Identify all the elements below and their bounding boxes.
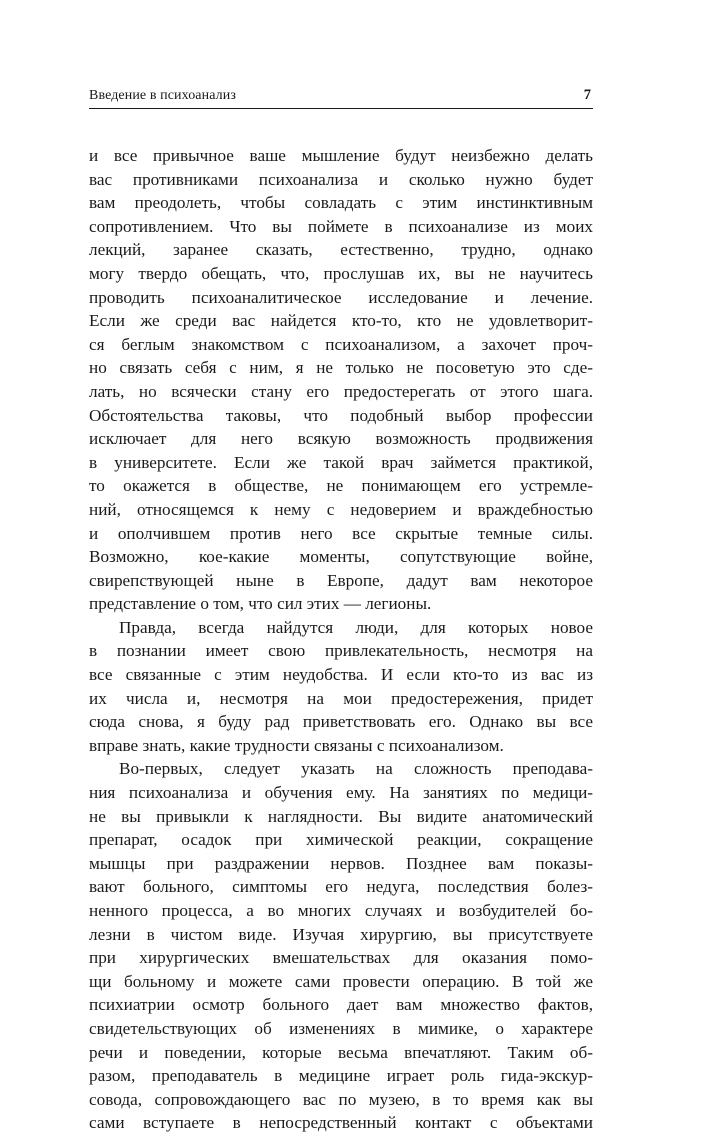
text-line: разом, преподаватель в медицине играет роль гида-экскур- [89, 1066, 593, 1086]
text-line: не вы привыкли к наглядности. Вы видите анатомический [89, 806, 593, 826]
text-line: представление о том, что сил этих — легионы. [89, 594, 432, 614]
text-line: лать, но всячески стану его предостерегать от этого шага. [89, 381, 593, 401]
text-line: сопротивлением. Что вы поймете в психоанализе из моих [89, 216, 593, 236]
text-line: речи и поведении, которые весьма впечатляют. Таким об- [89, 1042, 593, 1062]
text-line: ния психоанализа и обучения ему. На занятиях по медици- [89, 783, 593, 803]
paragraph [89, 616, 593, 758]
text-line: ний, относящемся к нему с недоверием и враждебностью [89, 499, 593, 519]
paragraph [89, 144, 593, 616]
text-line: психиатрии осмотр больного дает вам множество фактов, [89, 995, 593, 1015]
text-line: исключает для него всякую возможность продвижения [89, 429, 593, 449]
text-line: проводить психоаналитическое исследование и лечение. [89, 287, 593, 307]
text-line: вают больного, симптомы его недуга, последствия болез- [89, 877, 593, 897]
text-line: сами вступаете в непосредственный контакт с объектами [89, 1113, 593, 1133]
text-line: свидетельствующих об изменениях в мимике, о характере [89, 1018, 593, 1038]
text-line: и ополчившем против него все скрытые темные силы. [89, 523, 593, 543]
text-line: их числа и, несмотря на мои предостережения, придет [89, 688, 593, 708]
text-line: все связанные с этим неудобства. И если кто-то из вас из [89, 665, 593, 685]
text-line: но связать себя с ним, я не только не посоветую это сде- [89, 358, 593, 378]
paragraph [89, 757, 593, 1135]
text-line: ненного процесса, а во многих случаях и возбудителей бо- [89, 901, 593, 920]
text-line: щи больному и можете сами провести операцию. В той же [89, 971, 593, 991]
text-line: в университете. Если же такой врач займется практикой, [89, 452, 593, 472]
running-title: Введение в психоанализ [89, 88, 236, 103]
text-line: мышцы при раздражении нервов. Позднее вам показы- [89, 853, 593, 873]
text-line: Во-первых, следует указать на сложность преподава- [119, 759, 593, 779]
text-line: вправе знать, какие трудности связаны с психоанализом. [89, 735, 504, 755]
text-line: сюда снова, я буду рад приветствовать его. Однако вы все [89, 712, 593, 732]
text-line: совода, сопровождающего вас по музею, в то время как вы [89, 1089, 593, 1109]
text-line: Возможно, кое-какие моменты, сопутствующие войне, [89, 547, 593, 567]
text-line: ся беглым знакомством с психоанализом, а захочет проч- [89, 334, 593, 354]
text-line: свирепствующей ныне в Европе, дадут вам некоторое [89, 570, 593, 590]
text-line: в познании имеет свою привлекательность, несмотря на [89, 641, 593, 661]
text-line: вам преодолеть, чтобы совладать с этим инстинктивным [89, 193, 593, 213]
text-line: могу твердо обещать, что, прослушав их, вы не научитесь [89, 263, 593, 283]
page-number: 7 [583, 87, 591, 103]
text-line: то окажется в обществе, не понимающем его устремле- [89, 476, 593, 496]
text-line: вас противниками психоанализа и сколько нужно будет [89, 169, 593, 189]
text-line: при хирургических вмешательствах для оказания помо- [89, 948, 593, 968]
text-line: лезни в чистом виде. Изучая хирургию, вы присутствуете [89, 924, 593, 944]
text-line: Если же среди вас найдется кто-то, кто не удовлетворит- [89, 311, 593, 331]
text-line: Обстоятельства таковы, что подобный выбор профессии [89, 405, 593, 425]
text-line: лекций, заранее сказать, естественно, трудно, однако [89, 240, 593, 260]
text-line: и все привычное ваше мышление будут неизбежно делать [89, 146, 593, 165]
running-header [89, 86, 593, 109]
body-text [89, 144, 593, 1135]
text-line: Правда, всегда найдутся люди, для которых новое [119, 617, 593, 637]
text-line: препарат, осадок при химической реакции, сокращение [89, 830, 593, 850]
